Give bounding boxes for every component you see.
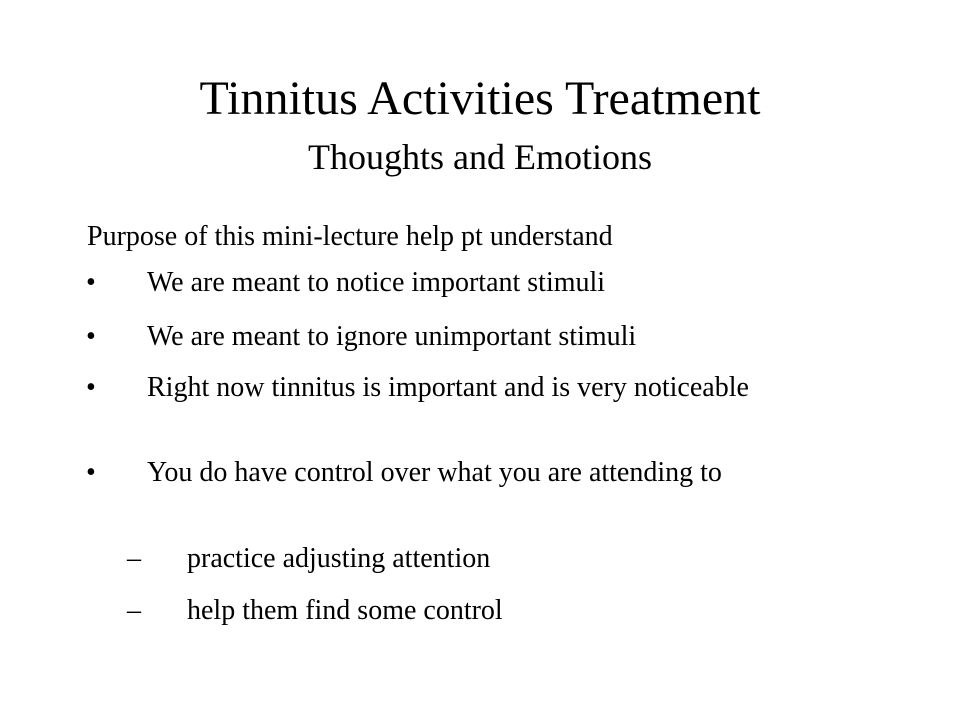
bullet-text: We are meant to ignore unimportant stimuli bbox=[147, 321, 637, 352]
bullet-text: You do have control over what you are attending to bbox=[147, 457, 722, 488]
slide-title: Tinnitus Activities Treatment bbox=[199, 72, 761, 125]
sub-bullet-text: practice adjusting attention bbox=[187, 543, 491, 574]
slide-subtitle: Thoughts and Emotions bbox=[308, 137, 652, 177]
bullet-marker: • bbox=[86, 321, 96, 352]
bullet-marker: • bbox=[86, 457, 96, 488]
intro-text: Purpose of this mini-lecture help pt understand bbox=[87, 221, 613, 252]
dash-marker: – bbox=[127, 595, 141, 626]
dash-marker: – bbox=[127, 543, 141, 574]
bullet-marker: • bbox=[86, 267, 96, 298]
bullet-text: We are meant to notice important stimuli bbox=[147, 267, 606, 298]
bullet-text: Right now tinnitus is important and is very noticeable bbox=[147, 372, 749, 403]
sub-bullet-text: help them find some control bbox=[187, 595, 503, 626]
bullet-marker: • bbox=[86, 372, 96, 403]
